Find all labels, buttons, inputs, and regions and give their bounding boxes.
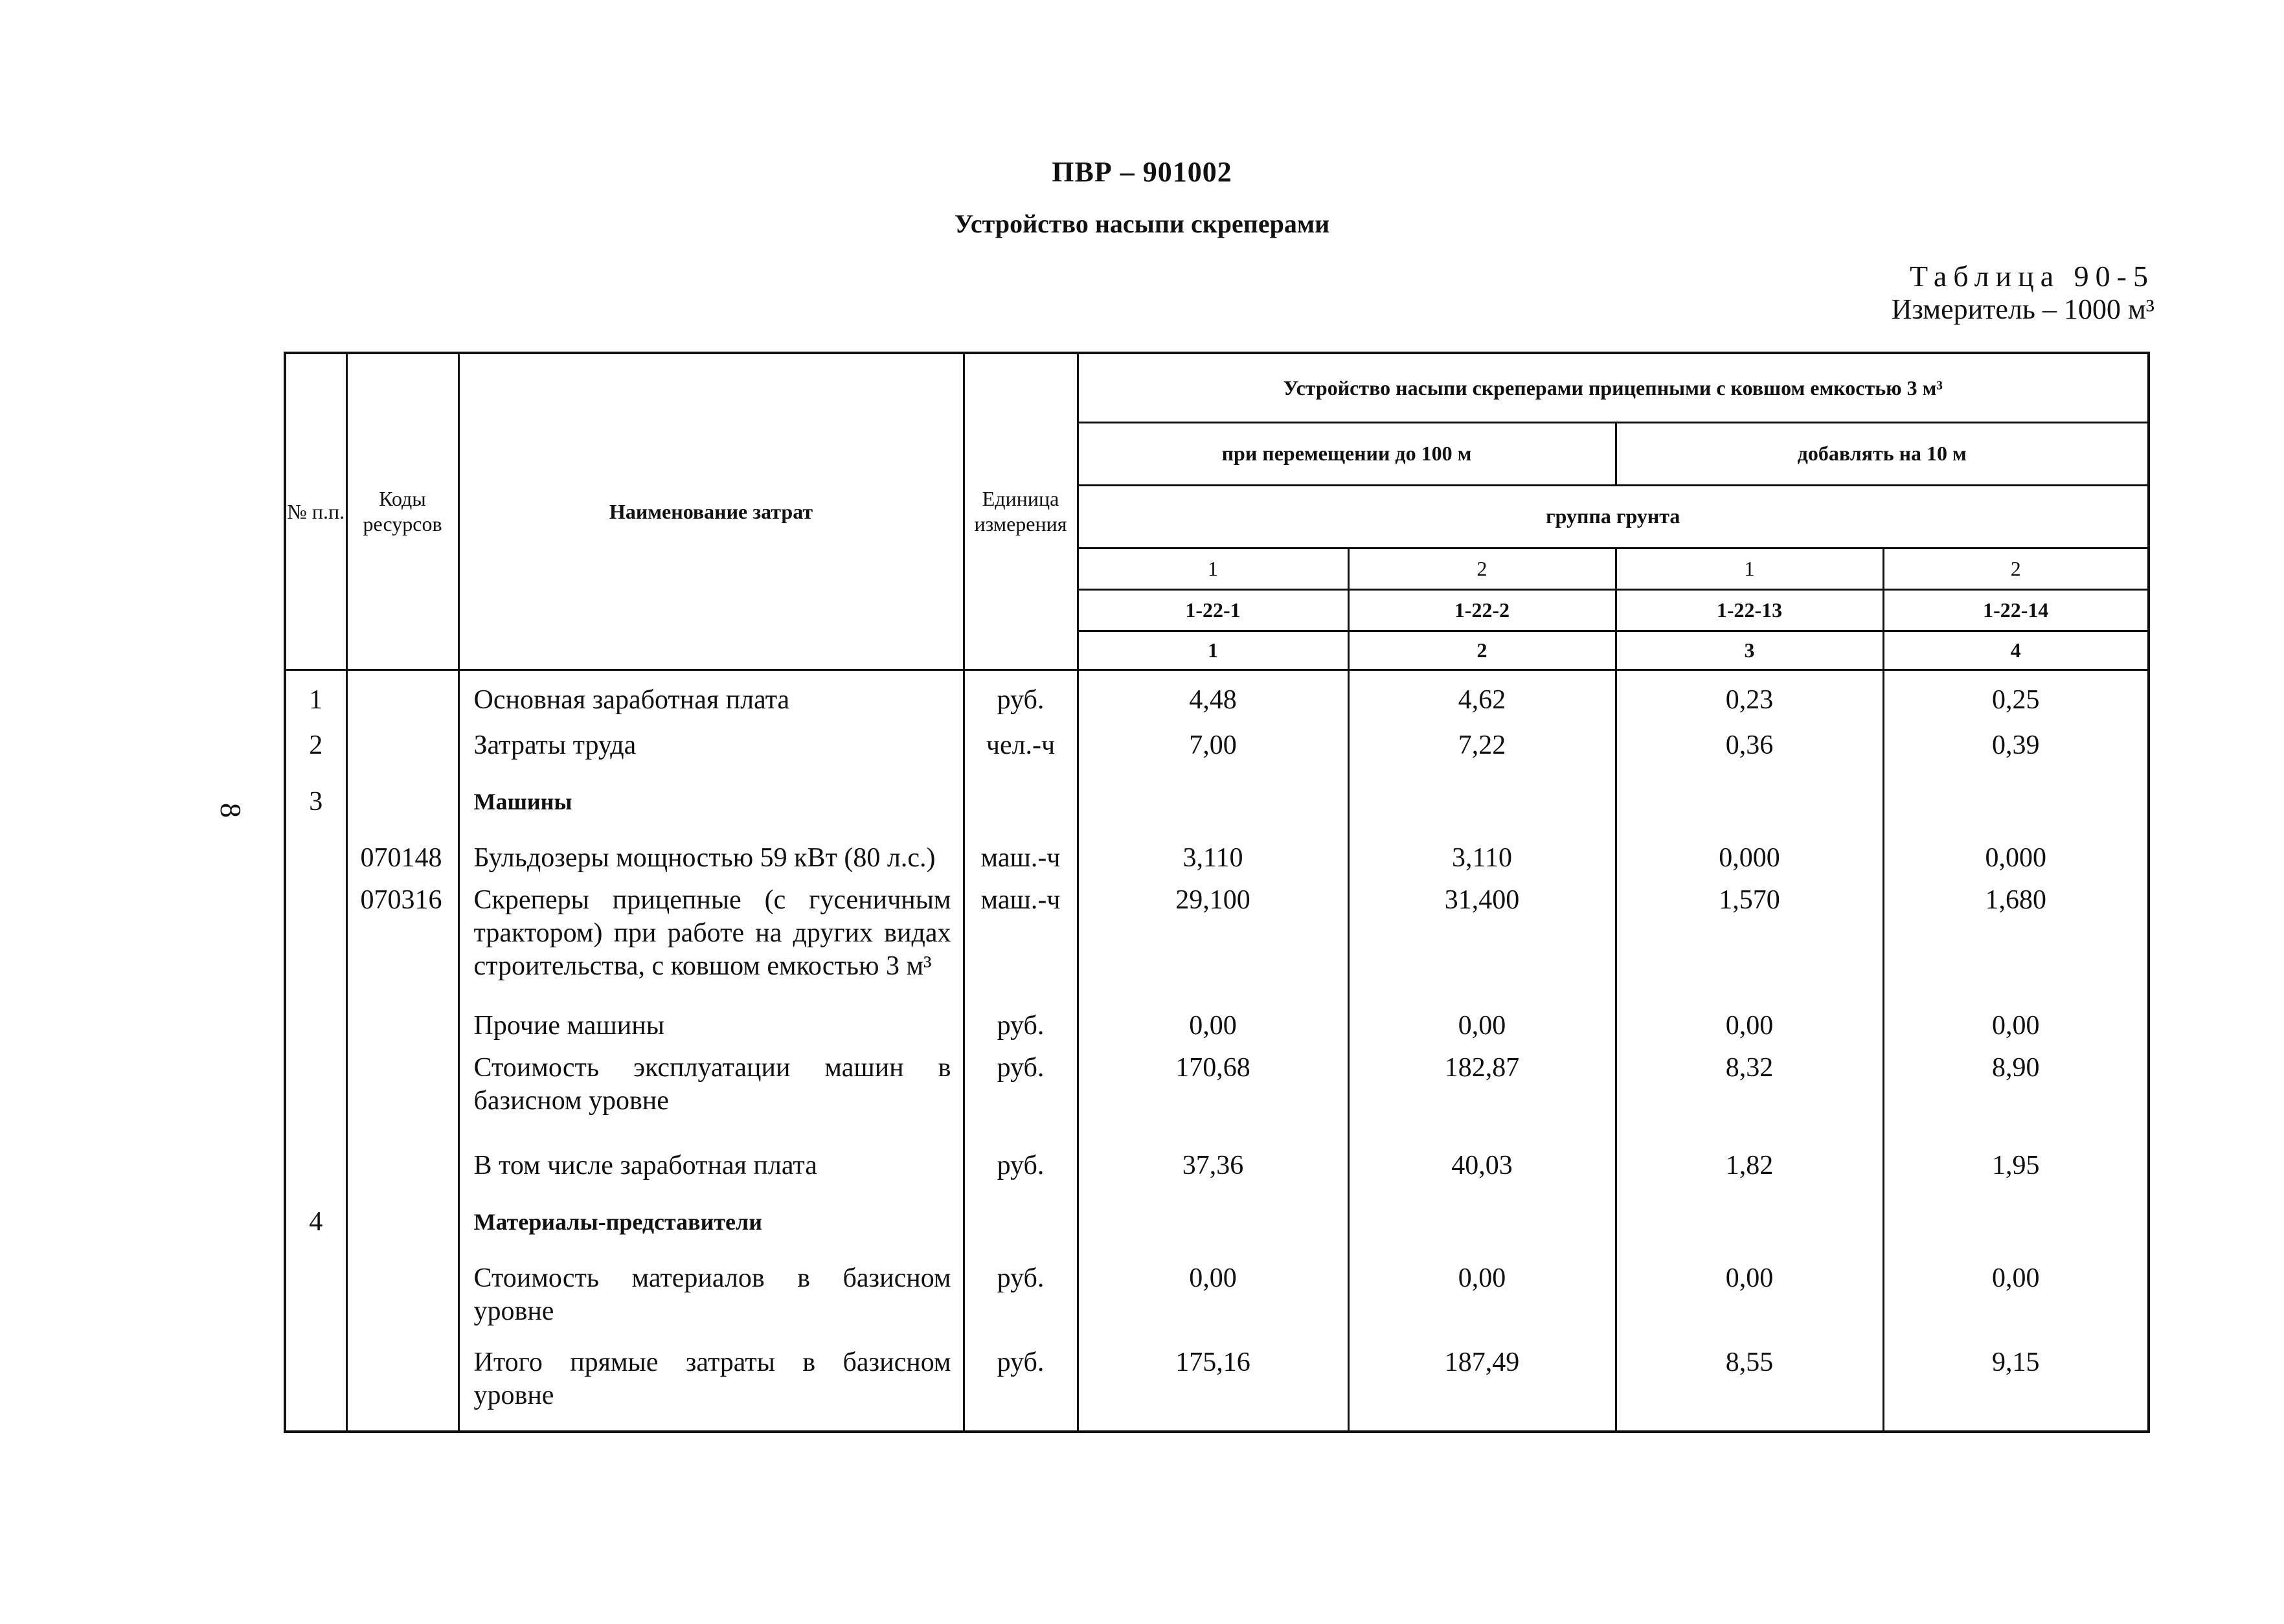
header-codes: Коды ресурсов: [346, 353, 458, 670]
page-number: 8: [214, 803, 247, 818]
row-code: [346, 670, 458, 729]
header-col-number: 3: [1616, 631, 1883, 670]
row-value: 175,16: [1078, 1346, 1348, 1430]
row-name: Прочие машины: [458, 1009, 964, 1052]
header-col-number: 4: [1883, 631, 2149, 670]
row-value: 3,110: [1078, 842, 1348, 884]
row-code: 070316: [346, 884, 458, 1009]
row-code: 070148: [346, 842, 458, 884]
row-value: 4,62: [1348, 670, 1616, 729]
row-value: 7,22: [1348, 729, 1616, 771]
row-code: [346, 1346, 458, 1430]
table-row: [285, 1262, 2149, 1346]
row-code: [346, 1149, 458, 1191]
row-value: 8,32: [1616, 1052, 1883, 1136]
header-soil-value: 1: [1616, 548, 1883, 589]
row-unit: маш.-ч: [964, 884, 1078, 1009]
row-name: Стоимость эксплуатации машин в базисном уровне: [458, 1052, 964, 1136]
table-row: [285, 1346, 2149, 1430]
header-main-group: Устройство насыпи скреперами прицепными с ковшом емкостью 3 м³: [1078, 353, 2149, 422]
table-row: [285, 1052, 2149, 1136]
row-value: 40,03: [1348, 1149, 1616, 1191]
header-soil-value: 2: [1348, 548, 1616, 589]
row-value: 0,39: [1883, 729, 2149, 771]
row-num: [285, 842, 346, 884]
row-value: 31,400: [1348, 884, 1616, 1009]
table-row: [285, 670, 2149, 729]
row-value: 29,100: [1078, 884, 1348, 1009]
row-value: 0,00: [1616, 1262, 1883, 1346]
row-name: Итого прямые затраты в базисном уровне: [458, 1346, 964, 1430]
table-section-row: [285, 785, 2149, 828]
row-name: Стоимость материалов в базисном уровне: [458, 1262, 964, 1346]
header-sub-group-1: при перемещении до 100 м: [1078, 422, 1616, 485]
row-num: [285, 1052, 346, 1136]
table-row: [285, 884, 2149, 1009]
row-value: 37,36: [1078, 1149, 1348, 1191]
row-code: [346, 1052, 458, 1136]
row-code: [346, 1206, 458, 1248]
row-value: 0,25: [1883, 670, 2149, 729]
row-value: 8,90: [1883, 1052, 2149, 1136]
row-value: 182,87: [1348, 1052, 1616, 1136]
header-sub-group-2: добавлять на 10 м: [1616, 422, 2149, 485]
section-heading-materials: Материалы-представители: [458, 1206, 964, 1248]
row-value: 0,00: [1348, 1262, 1616, 1346]
header-soil-group: группа грунта: [1078, 485, 2149, 548]
table-row: [285, 1149, 2149, 1191]
row-num: 1: [285, 670, 346, 729]
row-num: 3: [285, 785, 346, 828]
table-row: [285, 729, 2149, 771]
row-value: 170,68: [1078, 1052, 1348, 1136]
document-code: ПВР – 901002: [1052, 156, 1232, 188]
row-num: 2: [285, 729, 346, 771]
row-unit: руб.: [964, 1346, 1078, 1430]
table-row: [285, 842, 2149, 884]
row-unit: руб.: [964, 670, 1078, 729]
header-soil-value: 1: [1078, 548, 1348, 589]
row-value: 8,55: [1616, 1346, 1883, 1430]
header-norm-code: 1-22-2: [1348, 589, 1616, 631]
row-value: 7,00: [1078, 729, 1348, 771]
table-row: [285, 1009, 2149, 1052]
row-name: Затраты труда: [458, 729, 964, 771]
row-unit: руб.: [964, 1052, 1078, 1136]
row-value: 3,110: [1348, 842, 1616, 884]
row-value: 0,000: [1616, 842, 1883, 884]
row-unit: маш.-ч: [964, 842, 1078, 884]
row-value: 0,36: [1616, 729, 1883, 771]
row-value: 0,23: [1616, 670, 1883, 729]
table-section-row: [285, 1206, 2149, 1248]
row-name: Скреперы прицепные (с гусеничным трактором) при работе на других видах строительства, с ковшом емкостью 3 м³: [458, 884, 964, 1009]
header-col-number: 2: [1348, 631, 1616, 670]
header-soil-value: 2: [1883, 548, 2149, 589]
row-num: [285, 1346, 346, 1430]
row-value: 0,00: [1348, 1009, 1616, 1052]
meter-label: Измеритель – 1000 м³: [1891, 293, 2154, 325]
row-code: [346, 1262, 458, 1346]
row-code: [346, 729, 458, 771]
header-unit: Единица измерения: [964, 353, 1078, 670]
row-unit: руб.: [964, 1009, 1078, 1052]
row-num: 4: [285, 1206, 346, 1248]
row-value: 0,00: [1883, 1262, 2149, 1346]
row-value: 0,000: [1883, 842, 2149, 884]
row-value: 0,00: [1078, 1009, 1348, 1052]
row-code: [346, 1009, 458, 1052]
row-num: [285, 1262, 346, 1346]
row-num: [285, 1009, 346, 1052]
row-value: 9,15: [1883, 1346, 2149, 1430]
row-value: 187,49: [1348, 1346, 1616, 1430]
row-value: 1,570: [1616, 884, 1883, 1009]
header-name: Наименование затрат: [458, 353, 964, 670]
row-num: [285, 1149, 346, 1191]
header-norm-code: 1-22-14: [1883, 589, 2149, 631]
document-title: Устройство насыпи скреперами: [954, 209, 1330, 238]
cost-table: [284, 352, 2150, 1433]
row-unit: чел.-ч: [964, 729, 1078, 771]
row-unit: руб.: [964, 1149, 1078, 1191]
row-code: [346, 785, 458, 828]
section-heading-machines: Машины: [458, 785, 964, 828]
row-value: 1,680: [1883, 884, 2149, 1009]
header-norm-code: 1-22-1: [1078, 589, 1348, 631]
row-name: Бульдозеры мощностью 59 кВт (80 л.с.): [458, 842, 964, 884]
row-value: 0,00: [1883, 1009, 2149, 1052]
header-num: № п.п.: [285, 353, 346, 670]
header-col-number: 1: [1078, 631, 1348, 670]
header-norm-code: 1-22-13: [1616, 589, 1883, 631]
row-value: 1,82: [1616, 1149, 1883, 1191]
row-name: Основная заработная плата: [458, 670, 964, 729]
row-value: 1,95: [1883, 1149, 2149, 1191]
row-value: 4,48: [1078, 670, 1348, 729]
table-label: Таблица 90-5: [1909, 260, 2154, 293]
row-name: В том числе заработная плата: [458, 1149, 964, 1191]
row-value: 0,00: [1616, 1009, 1883, 1052]
row-value: 0,00: [1078, 1262, 1348, 1346]
row-num: [285, 884, 346, 1009]
row-unit: руб.: [964, 1262, 1078, 1346]
